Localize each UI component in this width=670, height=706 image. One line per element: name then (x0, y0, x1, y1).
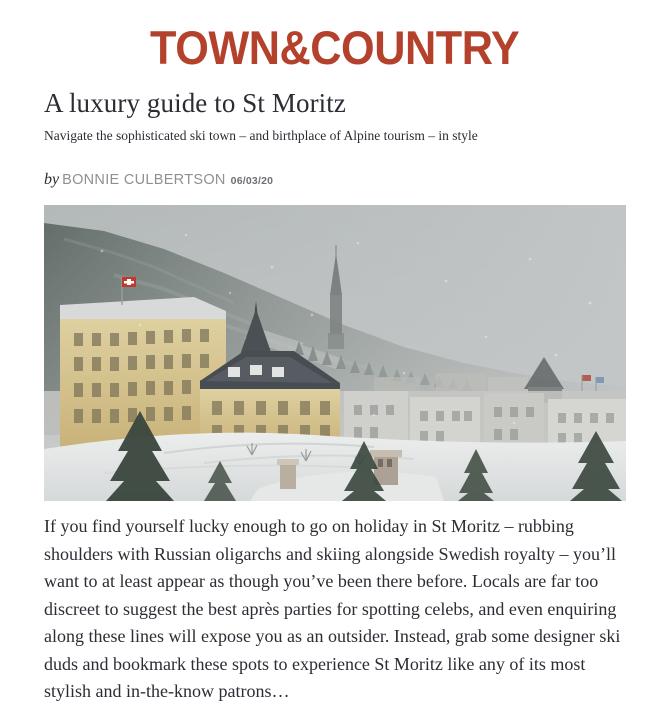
byline-by-word: by (44, 171, 60, 188)
st-moritz-photo (44, 205, 626, 501)
byline-author[interactable]: BONNIE CULBERTSON (62, 172, 226, 188)
article-body: If you find yourself lucky enough to go on holiday in St Moritz – rubbing shoulders with Russian oligarchs and skiing alongside Swedish royalty – you’ll want to at least appear as though you’ve been there before. Locals are far too discreet to suggest the best après parties for spotting celebs, and even enquiring along these lines will expose you as an outsider. Instead, grab some designer ski duds and bookmark these spots to experience St Moritz like any of its most stylish and in-the-know patrons… (44, 516, 621, 701)
masthead (0, 21, 670, 74)
byline (44, 171, 273, 189)
hero-image (44, 205, 626, 501)
town-and-country-logo[interactable]: TOWN&COUNTRY (150, 21, 520, 74)
article-subtitle: Navigate the sophisticated ski town – and birthplace of Alpine tourism – in style (44, 128, 478, 143)
publish-date: 06/03/20 (230, 175, 274, 187)
article-header (44, 88, 634, 144)
page-title: A luxury guide to St Moritz (44, 88, 346, 118)
